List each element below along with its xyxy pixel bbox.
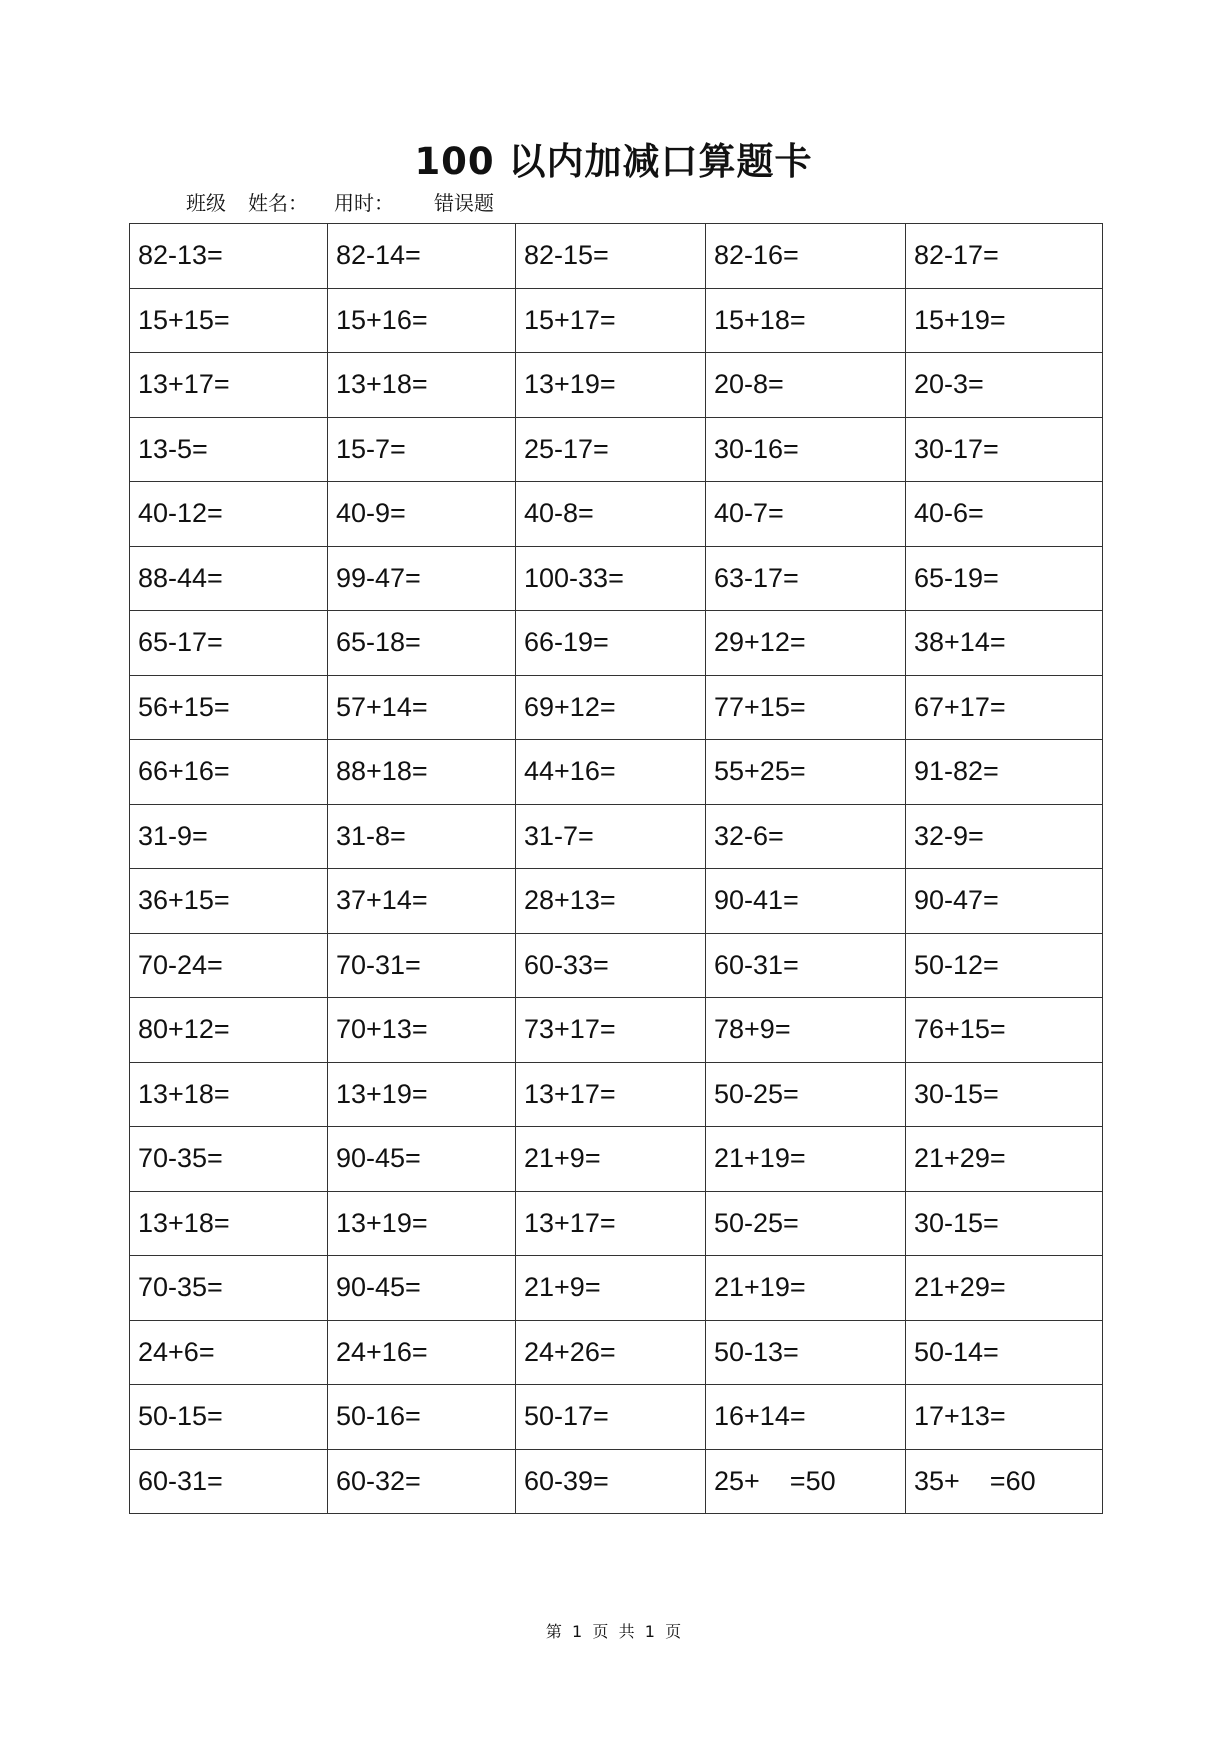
- problem-cell: 15+15=: [130, 288, 328, 353]
- table-row: [130, 417, 1103, 482]
- table-row: [130, 224, 1103, 289]
- table-row: [130, 288, 1103, 353]
- problem-cell: 13+18=: [130, 1191, 328, 1256]
- table-row: [130, 933, 1103, 998]
- problem-cell: 50-25=: [706, 1062, 906, 1127]
- problem-cell: 13+19=: [328, 1191, 516, 1256]
- problem-cell: 76+15=: [906, 998, 1103, 1063]
- problem-cell: 20-8=: [706, 353, 906, 418]
- table-row: [130, 1449, 1103, 1514]
- student-info-line: [186, 188, 494, 218]
- problem-cell: 70-35=: [130, 1256, 328, 1321]
- table-row: [130, 353, 1103, 418]
- problem-cell: 70+13=: [328, 998, 516, 1063]
- problem-cell: 50-16=: [328, 1385, 516, 1450]
- time-label: 用时：: [334, 191, 394, 215]
- problem-cell: 56+15=: [130, 675, 328, 740]
- problem-cell: 82-17=: [906, 224, 1103, 289]
- table-row: [130, 1127, 1103, 1192]
- problem-cell: 69+12=: [516, 675, 706, 740]
- problem-cell: 24+16=: [328, 1320, 516, 1385]
- problem-cell: 60-33=: [516, 933, 706, 998]
- problem-cell: 31-9=: [130, 804, 328, 869]
- problem-cell: 66-19=: [516, 611, 706, 676]
- problem-cell: 73+17=: [516, 998, 706, 1063]
- table-row: [130, 740, 1103, 805]
- problem-cell: 15+17=: [516, 288, 706, 353]
- problem-cell: 17+13=: [906, 1385, 1103, 1450]
- problem-cell: 67+17=: [906, 675, 1103, 740]
- table-row: [130, 998, 1103, 1063]
- table-row: [130, 1385, 1103, 1450]
- problem-cell: 60-32=: [328, 1449, 516, 1514]
- problem-cell: 77+15=: [706, 675, 906, 740]
- problem-cell: 13+19=: [328, 1062, 516, 1127]
- problem-cell: 13+19=: [516, 353, 706, 418]
- problem-cell: 13+17=: [516, 1191, 706, 1256]
- problem-cell: 55+25=: [706, 740, 906, 805]
- problem-cell: 13-5=: [130, 417, 328, 482]
- problem-cell: 13+17=: [130, 353, 328, 418]
- problem-cell: 65-19=: [906, 546, 1103, 611]
- problem-cell: 60-39=: [516, 1449, 706, 1514]
- problem-cell: 35+ =60: [906, 1449, 1103, 1514]
- table-row: [130, 804, 1103, 869]
- errors-label: 错误题: [434, 191, 494, 215]
- problem-cell: 63-17=: [706, 546, 906, 611]
- problem-cell: 50-17=: [516, 1385, 706, 1450]
- problem-cell: 30-17=: [906, 417, 1103, 482]
- problem-cell: 50-12=: [906, 933, 1103, 998]
- problem-cell: 65-17=: [130, 611, 328, 676]
- problem-cell: 40-6=: [906, 482, 1103, 547]
- problem-cell: 15+19=: [906, 288, 1103, 353]
- problem-cell: 13+18=: [130, 1062, 328, 1127]
- problem-cell: 31-7=: [516, 804, 706, 869]
- problem-cell: 78+9=: [706, 998, 906, 1063]
- table-row: [130, 675, 1103, 740]
- problem-cell: 70-35=: [130, 1127, 328, 1192]
- table-row: [130, 869, 1103, 934]
- problem-cell: 15+18=: [706, 288, 906, 353]
- problem-cell: 13+17=: [516, 1062, 706, 1127]
- problem-cell: 70-31=: [328, 933, 516, 998]
- problem-cell: 15-7=: [328, 417, 516, 482]
- page-title: 100 以内加减口算题卡: [414, 140, 813, 183]
- problem-cell: 91-82=: [906, 740, 1103, 805]
- problem-cell: 82-15=: [516, 224, 706, 289]
- problem-cell: 40-12=: [130, 482, 328, 547]
- problem-cell: 25-17=: [516, 417, 706, 482]
- problem-cell: 21+9=: [516, 1256, 706, 1321]
- class-label: 班级: [186, 191, 226, 215]
- problem-cell: 90-41=: [706, 869, 906, 934]
- table-row: [130, 1320, 1103, 1385]
- table-row: [130, 1256, 1103, 1321]
- problem-table-body: [130, 224, 1103, 1514]
- problem-cell: 24+26=: [516, 1320, 706, 1385]
- problem-cell: 90-45=: [328, 1256, 516, 1321]
- problem-cell: 90-47=: [906, 869, 1103, 934]
- table-row: [130, 482, 1103, 547]
- problem-cell: 28+13=: [516, 869, 706, 934]
- problem-cell: 90-45=: [328, 1127, 516, 1192]
- problem-cell: 21+9=: [516, 1127, 706, 1192]
- name-label: 姓名：: [248, 191, 308, 215]
- problem-cell: 21+19=: [706, 1256, 906, 1321]
- problem-cell: 99-47=: [328, 546, 516, 611]
- problem-cell: 38+14=: [906, 611, 1103, 676]
- problem-cell: 82-16=: [706, 224, 906, 289]
- problem-cell: 21+29=: [906, 1256, 1103, 1321]
- problem-cell: 80+12=: [130, 998, 328, 1063]
- problem-cell: 36+15=: [130, 869, 328, 934]
- problem-cell: 57+14=: [328, 675, 516, 740]
- table-row: [130, 1191, 1103, 1256]
- problem-cell: 20-3=: [906, 353, 1103, 418]
- problem-cell: 13+18=: [328, 353, 516, 418]
- problem-cell: 100-33=: [516, 546, 706, 611]
- problem-cell: 65-18=: [328, 611, 516, 676]
- problem-cell: 37+14=: [328, 869, 516, 934]
- problem-cell: 70-24=: [130, 933, 328, 998]
- problem-cell: 32-6=: [706, 804, 906, 869]
- problem-cell: 50-15=: [130, 1385, 328, 1450]
- page-footer: 第 1 页 共 1 页: [545, 1622, 682, 1641]
- problem-cell: 16+14=: [706, 1385, 906, 1450]
- problem-cell: 31-8=: [328, 804, 516, 869]
- problem-cell: 60-31=: [706, 933, 906, 998]
- problem-cell: 21+29=: [906, 1127, 1103, 1192]
- problem-cell: 32-9=: [906, 804, 1103, 869]
- table-row: [130, 546, 1103, 611]
- problem-cell: 82-14=: [328, 224, 516, 289]
- problem-cell: 66+16=: [130, 740, 328, 805]
- problem-cell: 44+16=: [516, 740, 706, 805]
- problem-cell: 82-13=: [130, 224, 328, 289]
- problem-cell: 50-13=: [706, 1320, 906, 1385]
- problem-cell: 60-31=: [130, 1449, 328, 1514]
- problem-cell: 24+6=: [130, 1320, 328, 1385]
- problem-cell: 88+18=: [328, 740, 516, 805]
- problem-cell: 15+16=: [328, 288, 516, 353]
- problem-cell: 50-25=: [706, 1191, 906, 1256]
- problem-cell: 88-44=: [130, 546, 328, 611]
- problem-cell: 29+12=: [706, 611, 906, 676]
- problem-cell: 30-15=: [906, 1062, 1103, 1127]
- problem-cell: 25+ =50: [706, 1449, 906, 1514]
- table-row: [130, 1062, 1103, 1127]
- problem-cell: 30-15=: [906, 1191, 1103, 1256]
- table-row: [130, 611, 1103, 676]
- problem-table: [129, 223, 1103, 1514]
- problem-cell: 40-8=: [516, 482, 706, 547]
- problem-cell: 50-14=: [906, 1320, 1103, 1385]
- problem-cell: 40-7=: [706, 482, 906, 547]
- problem-cell: 21+19=: [706, 1127, 906, 1192]
- problem-cell: 40-9=: [328, 482, 516, 547]
- problem-cell: 30-16=: [706, 417, 906, 482]
